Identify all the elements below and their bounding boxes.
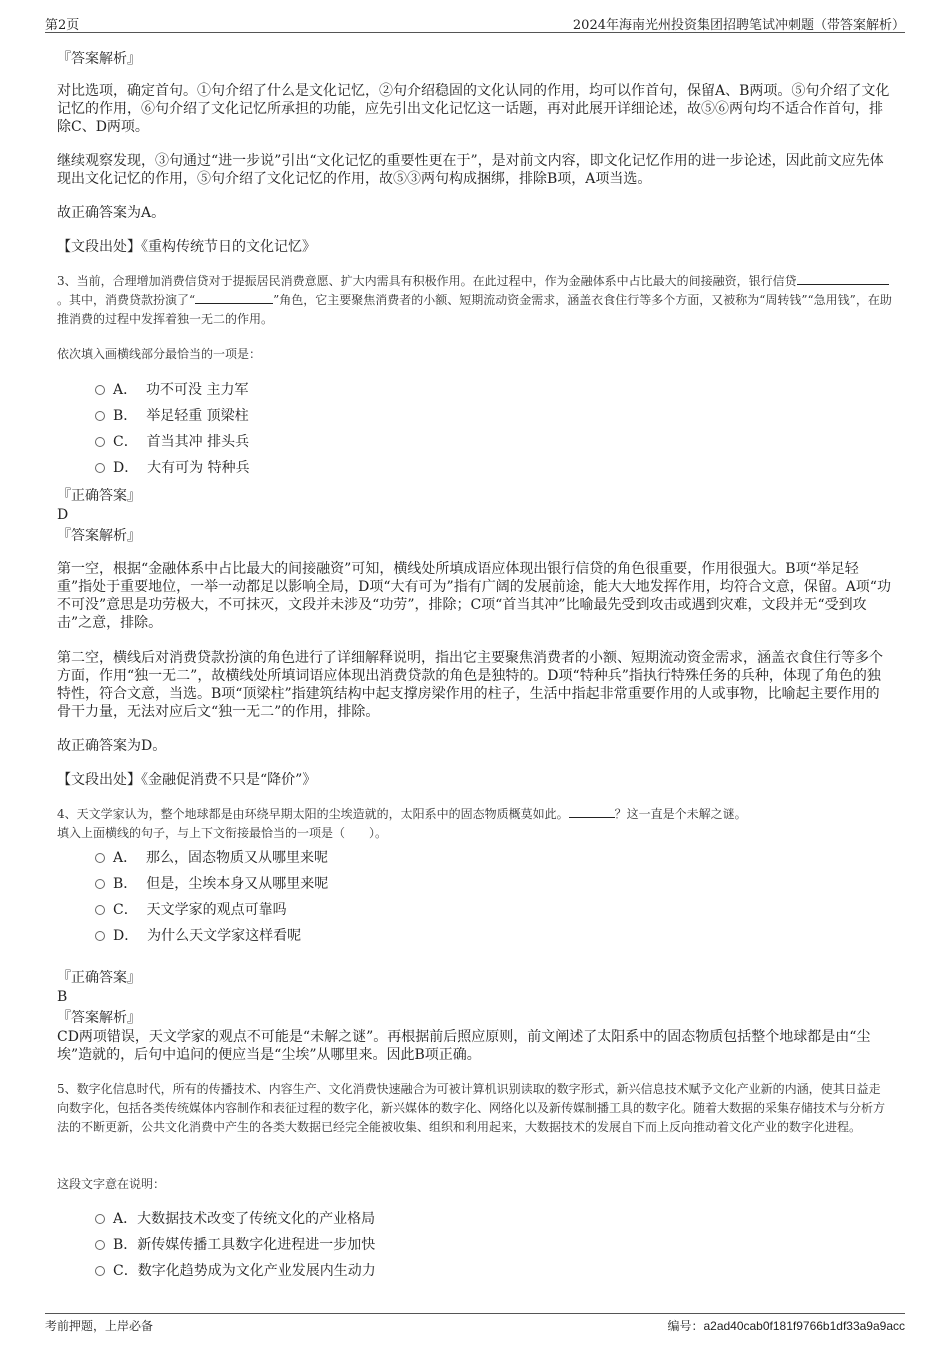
- q3-answer: D: [57, 507, 69, 523]
- radio-icon[interactable]: [95, 879, 105, 889]
- q3-analysis-label: 『答案解析』: [57, 528, 141, 544]
- footer-code: 编号：a2ad40cab0f181f9766b1df33a9a9acc: [667, 1319, 905, 1333]
- q3-option-b[interactable]: B． 举足轻重 顶梁柱: [95, 407, 249, 425]
- radio-icon[interactable]: [95, 931, 105, 941]
- q4-answer: B: [57, 989, 68, 1005]
- radio-icon[interactable]: [95, 905, 105, 915]
- q3-source: 【文段出处】《金融促消费不只是“降价”》: [57, 772, 317, 788]
- q3-analysis-p1: 第一空，根据“金融体系中占比最大的间接融资”可知，横线处所填成语应体现出银行信贷的角色很重要，作用很强大。B项“举足轻重”指处于重要地位，一举一动都足以影响全局，D项“大有可为”指有广阔的发展前途，能大大地发挥作用，均符合文意，保留。A项“功不可没”意思是功劳极大，不可抹灭，文段并未涉及“功劳”，排除；C项“首当其冲”比喻最先受到攻击或遇到灾难，文段并无“受到攻击”之意，排除。: [57, 561, 891, 631]
- page-number: 第2页: [45, 18, 80, 33]
- q5-option-b[interactable]: B．新传媒传播工具数字化进程进一步加快: [95, 1236, 375, 1254]
- radio-icon[interactable]: [95, 853, 105, 863]
- q3-option-c[interactable]: C． 首当其冲 排头兵: [95, 433, 249, 451]
- q4-option-b[interactable]: B． 但是，尘埃本身又从哪里来呢: [95, 875, 328, 893]
- q4-option-a[interactable]: A． 那么，固态物质又从哪里来呢: [95, 849, 328, 867]
- q4-analysis-p1: CD两项错误，天文学家的观点不可能是“未解之谜”。再根据前后照应原则，前文阐述了太阳系中的固态物质包括整个地球都是由“尘埃”造就的，后句中追问的便应当是“尘埃”从哪里来。因此B项正确。: [57, 1029, 871, 1063]
- q3-blank-2: [195, 291, 273, 304]
- page-header: [45, 12, 905, 33]
- q3-stem-c: ”角色，它主要聚焦消费者的小额、短期流动资金需求，涵盖衣食住行等多个方面，又被称为“周转钱”“急用钱”，在助推消费的过程中发挥着独一无二的作用。: [57, 293, 892, 326]
- q2-analysis-p1: 对比选项，确定首句。①句介绍了什么是文化记忆，②句介绍稳固的文化认同的作用，均可以作首句，保留A、B两项。⑤句介绍了文化记忆的作用，⑥句介绍了文化记忆所承担的功能，应先引出文化记忆这一话题，再对此展开详细论述，故⑤⑥两句均不适合作首句，排除C、D两项。: [57, 83, 890, 135]
- q4-answer-label: 『正确答案』: [57, 970, 141, 986]
- q2-conclusion: 故正确答案为A。: [57, 205, 166, 221]
- radio-icon[interactable]: [95, 1240, 105, 1250]
- page-footer: [45, 1313, 905, 1333]
- q4-option-c[interactable]: C． 天文学家的观点可靠吗: [95, 901, 287, 919]
- q2-analysis-p2: 继续观察发现，③句通过“进一步说”引出“文化记忆的重要性更在于”，是对前文内容，即文化记忆作用的进一步论述，因此前文应先体现出文化记忆的作用，⑤句介绍了文化记忆的作用，故⑤③两句构成捆绑，排除B项，A项当选。: [57, 153, 884, 187]
- document-title: 2024年海南光州投资集团招聘笔试冲刺题（带答案解析）: [572, 18, 905, 33]
- q3-stem-b: 。其中，消费贷款扮演了“: [57, 293, 196, 307]
- q5-stem: 5、数字化信息时代，所有的传播技术、内容生产、文化消费快速融合为可被计算机识别读取的数字形式，新兴信息技术赋予文化产业新的内涵，使其日益走向数字化，包括各类传统媒体内容制作和表征过程的数字化，新兴媒体的数字化、网络化以及新传媒制播工具的数字化。随着大数据的采集存储技术与分析方法的不断更新，公共文化消费中产生的各类大数据已经完全能被收集、组织和利用起来，大数据技术的发展自下而上反向推动着文化产业的数字化进程。: [57, 1082, 886, 1134]
- q3-analysis-p2: 第二空，横线后对消费贷款扮演的角色进行了详细解释说明，指出它主要聚焦消费者的小额、短期流动资金需求，涵盖衣食住行等多个方面，作用“独一无二”，故横线处所填词语应体现出消费贷款的角色是独特的。D项“特种兵”指执行特殊任务的兵种，体现了角色的独特性，符合文意，当选。B项“顶梁柱”指建筑结构中起支撑房梁作用的柱子，生活中指起非常重要作用的人或事物，比喻起主要作用的骨干力量，无法对应后文“独一无二”的作用，排除。: [57, 650, 883, 720]
- q3-option-a[interactable]: A． 功不可没 主力军: [95, 381, 248, 399]
- q3-stem-a: 3、当前，合理增加消费信贷对于提振居民消费意愿、扩大内需具有积极作用。在此过程中，作为金融体系中占比最大的间接融资，银行信贷: [57, 274, 797, 288]
- q5-option-a[interactable]: A．大数据技术改变了传统文化的产业格局: [95, 1210, 375, 1228]
- radio-icon[interactable]: [95, 1266, 105, 1276]
- q2-analysis-label: 『答案解析』: [57, 51, 141, 67]
- q4-stem: 4、天文学家认为，整个地球都是由环绕早期太阳的尘埃造就的，太阳系中的固态物质概莫如此。 ？这一直是个未解之谜。: [57, 807, 747, 821]
- q3-answer-label: 『正确答案』: [57, 488, 141, 504]
- q3-conclusion: 故正确答案为D。: [57, 738, 167, 754]
- q4-prompt: 填入上面横线的句子，与上下文衔接最恰当的一项是（ ）。: [57, 826, 388, 840]
- q4-blank: [569, 805, 615, 818]
- q4-analysis-label: 『答案解析』: [57, 1010, 141, 1026]
- q5-prompt: 这段文字意在说明：: [57, 1177, 166, 1191]
- radio-icon[interactable]: [95, 1214, 105, 1224]
- q3-blank-1: [797, 272, 889, 285]
- radio-icon[interactable]: [95, 411, 105, 421]
- q2-source: 【文段出处】《重构传统节日的文化记忆》: [57, 239, 316, 255]
- q3-prompt: 依次填入画横线部分最恰当的一项是：: [57, 347, 262, 361]
- radio-icon[interactable]: [95, 437, 105, 447]
- footer-slogan: 考前押题，上岸必备: [45, 1319, 154, 1333]
- radio-icon[interactable]: [95, 385, 105, 395]
- q4-option-d[interactable]: D． 为什么天文学家这样看呢: [95, 927, 301, 945]
- radio-icon[interactable]: [95, 463, 105, 473]
- q3-stem: [57, 272, 892, 329]
- q5-option-c[interactable]: C．数字化趋势成为文化产业发展内生动力: [95, 1262, 376, 1280]
- q3-option-d[interactable]: D． 大有可为 特种兵: [95, 459, 250, 477]
